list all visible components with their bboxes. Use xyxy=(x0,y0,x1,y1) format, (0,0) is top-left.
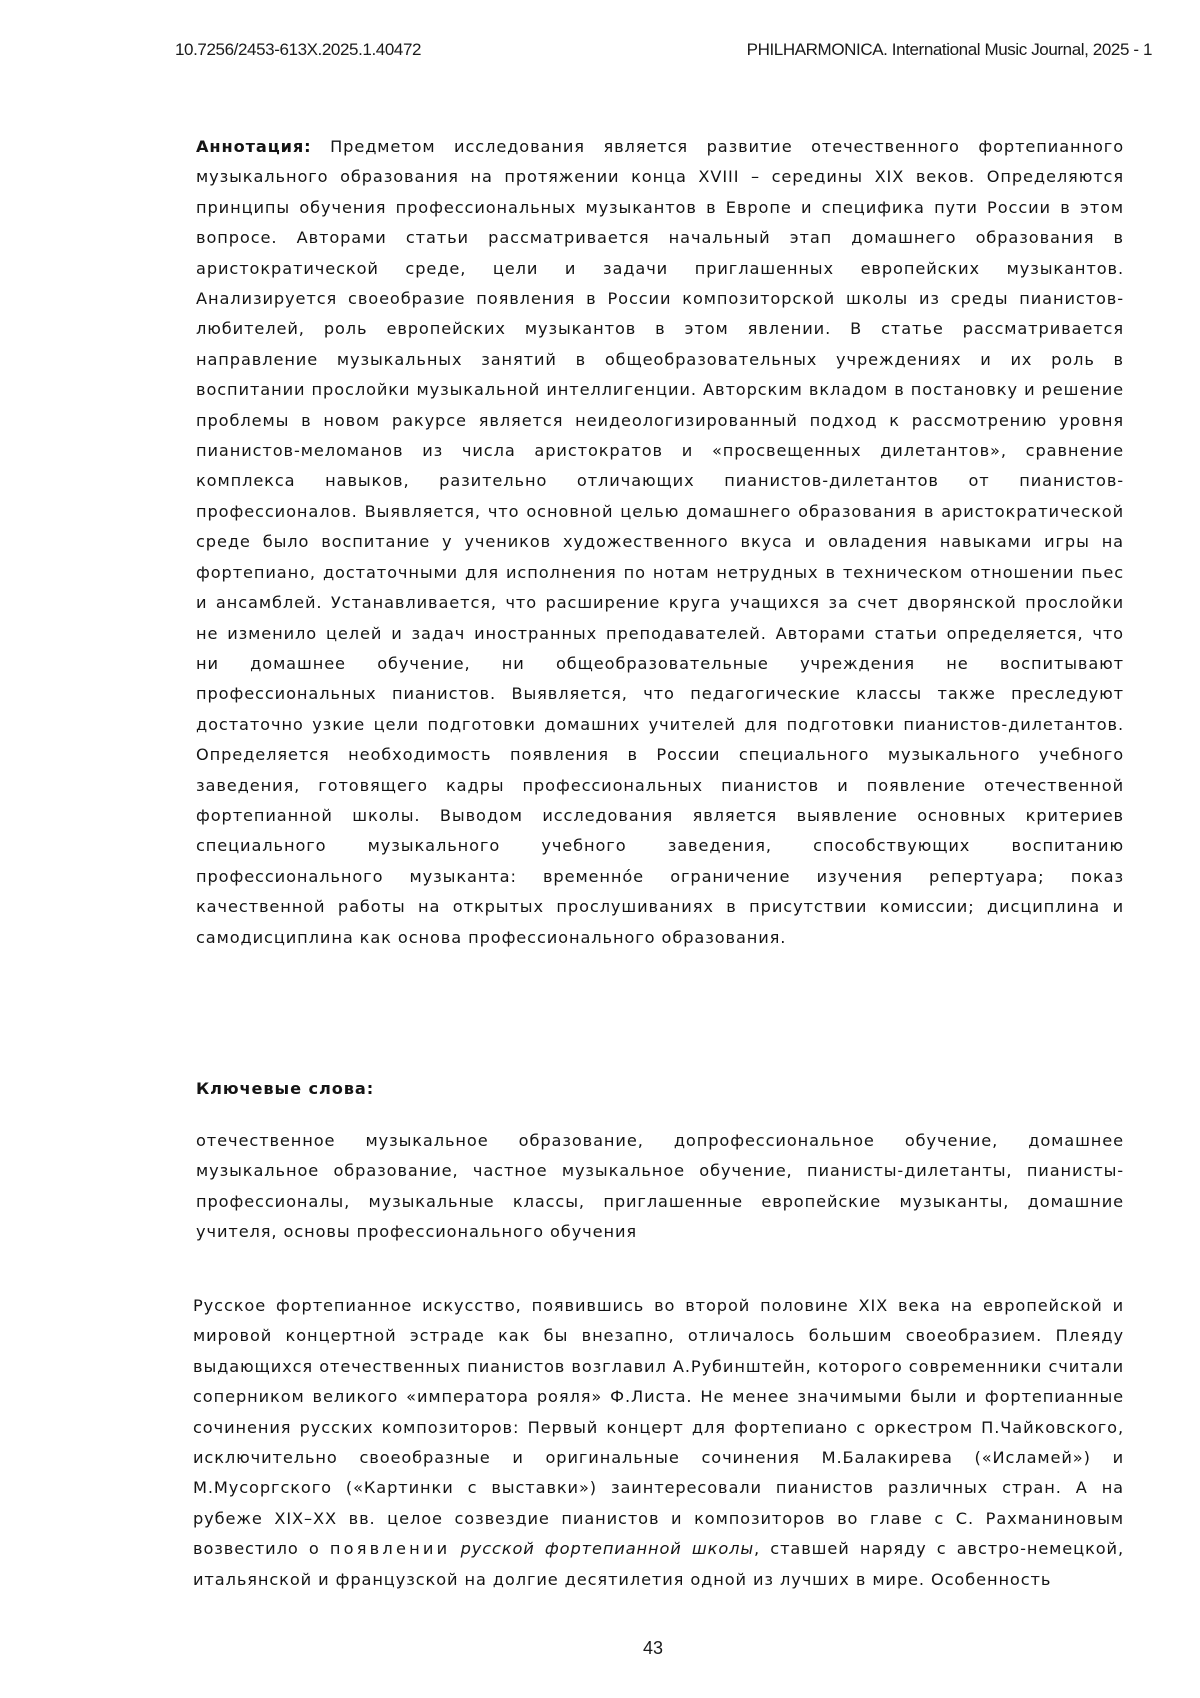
page-number: 43 xyxy=(0,1638,1200,1659)
body-text-spaced: появлении xyxy=(330,1539,451,1558)
body-text-part2: , ставшей наряду с австро-немецкой, итальянской и французской на долгие десятилетия одной из лучших в мире. Особенность xyxy=(193,1539,1124,1588)
abstract-text: Предметом исследования является развитие отечественного фортепианного музыкального образования на протяжении конца XVIII – середины XIX веков. Определяются принципы обучения профессиональных музыкантов в Европе и специфика пути России в этом вопросе. Авторами статьи рассматривается начальный этап домашнего образования в аристократической среде, цели и задачи приглашенных европейских музыкантов. Анализируется своеобразие появления в России композиторской школы из среды пианистов-любителей, роль европейских музыкантов в этом явлении. В статье рассматривается направление музыкальных занятий в общеобразовательных учреждениях и их роль в воспитании прослойки музыкальной интеллигенции. Авторским вкладом в постановку и решение проблемы в новом ракурсе является неидеологизированный подход к рассмотрению уровня пианистов-меломанов из числа аристократов и «просвещенных дилетантов», сравнение комплекса навыков, разительно отличающих пианистов-дилетантов от пианистов-профессионалов. Выявляется, что основной целью домашнего образования в аристократической среде было воспитание у учеников художественного вкуса и овладения навыками игры на фортепиано, достаточными для исполнения по нотам нетрудных в техническом отношении пьес и ансамблей. Устанавливается, что расширение круга учащихся за счет дворянской прослойки не изменило целей и задач иностранных преподавателей. Авторами статьи определяется, что ни домашнее обучение, ни общеобразовательные учреждения не воспитывают профессиональных пианистов. Выявляется, что педагогические классы также преследуют достаточно узкие цели подготовки домашних учителей для подготовки пианистов-дилетантов. Определяется необходимость появления в России специального музыкального учебного заведения, готовящего кадры профессиональных пианистов и появление отечественной фортепианной школы. Выводом исследования является выявление основных критериев специального музыкального учебного заведения, способствующих воспитанию профессионального музыканта: временно́е ограничение изучения репертуара; показ качественной работы на открытых прослушиваниях в присутствии комиссии; дисциплина и самодисциплина как основа профессионального образования. xyxy=(196,137,1124,947)
keywords-heading: Ключевые слова: xyxy=(196,1074,1124,1104)
doi-reference: 10.7256/2453-613X.2025.1.40472 xyxy=(175,40,421,60)
body-paragraph xyxy=(193,1291,1124,1595)
journal-title: PHILHARMONICA. International Music Journal, 2025 - 1 xyxy=(747,40,1152,60)
abstract-paragraph xyxy=(196,132,1124,953)
body-text-emphasis: русской фортепианной школы xyxy=(461,1539,754,1558)
body-text-part1: Русское фортепианное искусство, появившись во второй половине XIX века на европейской и мировой концертной эстраде как бы внезапно, отличалось большим своеобразием. Плеяду выдающихся отечественных пианистов возглавил А.Рубинштейн, которого современники считали соперником великого «императора рояля» Ф.Листа. Не менее значимыми были и фортепианные сочинения русских композиторов: Первый концерт для фортепиано с оркестром П.Чайковского, исключительно своеобразные и оригинальные сочинения М.Балакирева («Исламей») и М.Мусоргского («Картинки с выставки») заинтересовали пианистов различных стран. А на рубеже XIX–XX вв. целое созвездие пианистов и композиторов во главе с С. Рахманиновым возвестило о xyxy=(193,1296,1124,1558)
abstract-label: Аннотация: xyxy=(196,137,312,156)
keywords-list: отечественное музыкальное образование, допрофессиональное обучение, домашнее музыкальное образование, частное музыкальное обучение, пианисты-дилетанты, пианисты-профессионалы, музыкальные классы, приглашенные европейские музыканты, домашние учителя, основы профессионального обучения xyxy=(196,1126,1124,1248)
